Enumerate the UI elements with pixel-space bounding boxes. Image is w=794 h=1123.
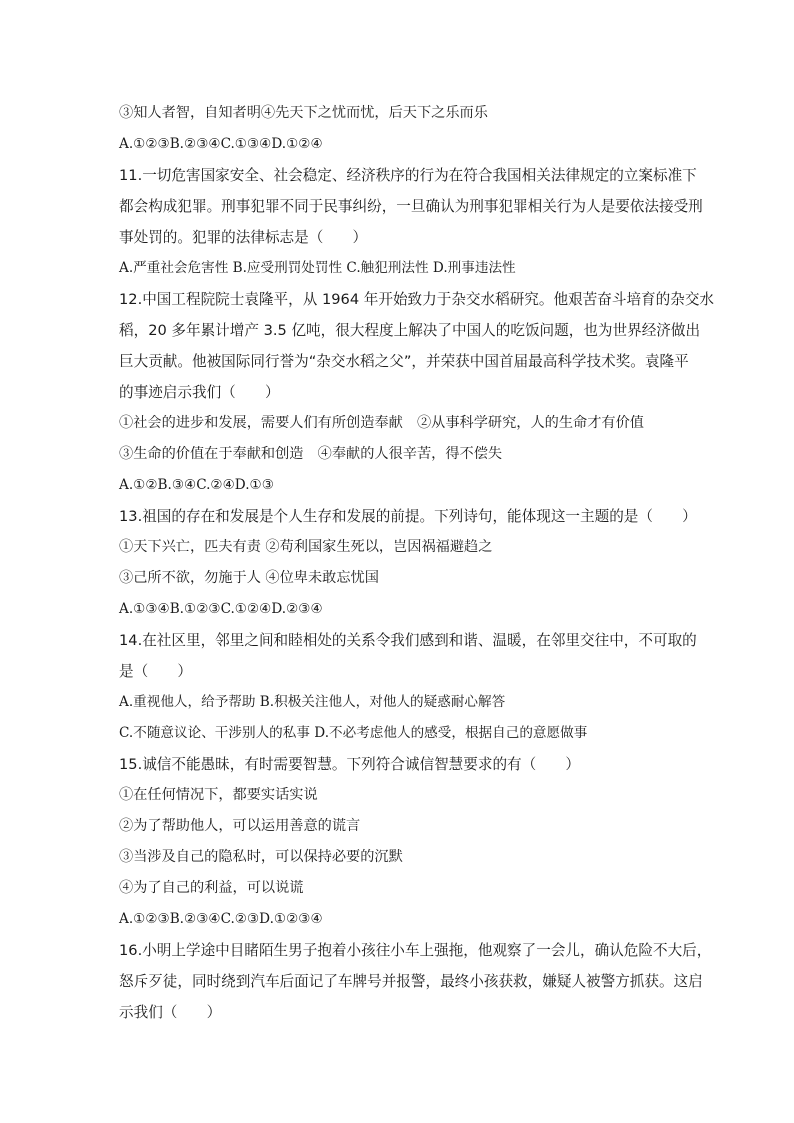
- question-14-text: 14.在社区里，邻里之间和睦相处的关系令我们感到和谐、温暖，在邻里交往中，不可取的: [119, 632, 697, 649]
- question-15-text: 15.诚信不能愚昧，有时需要智慧。下列符合诚信智慧要求的有（ ）: [119, 756, 581, 773]
- question-13-text: 13.祖国的存在和发展是个人生存和发展的前提。下列诗句，能体现这一主题的是（ ）: [119, 508, 697, 525]
- statement-line: ①在任何情况下，都要实话实说: [119, 787, 318, 803]
- statement-line: ④为了自己的利益，可以说谎: [119, 880, 304, 896]
- answer-options: A.①②B.③④C.②④D.①③: [119, 477, 274, 493]
- question-12-text: 12.中国工程院院士袁隆平，从 1964 年开始致力于杂交水稻研究。他艰苦奋斗培育的杂交水: [119, 291, 715, 308]
- statement-line: ①天下兴亡，匹夫有责 ②苟利国家生死以，岂因祸福避趋之: [119, 539, 493, 555]
- question-16-text: 怒斥歹徒，同时绕到汽车后面记了车牌号并报警，最终小孩获救，嫌疑人被警方抓获。这启: [119, 973, 703, 990]
- question-11-text: 11.一切危害国家安全、社会稳定、经济秩序的行为在符合我国相关法律规定的立案标准下: [119, 167, 697, 184]
- question-16-text: 16.小明上学途中目睹陌生男子抱着小孩往小车上强拖，他观察了一会儿，确认危险不大后，: [119, 942, 712, 959]
- document-page: [119, 98, 715, 1028]
- question-12-text: 巨大贡献。他被国际同行誉为“杂交水稻之父”，并荣获中国首届最高科学技术奖。袁隆平: [119, 353, 689, 370]
- answer-options: A.重视他人，给予帮助 B.积极关注他人，对他人的疑惑耐心解答: [119, 694, 506, 710]
- statement-line: ③知人者智，自知者明④先天下之忧而忧，后天下之乐而乐: [119, 105, 488, 121]
- question-12-text: 的事迹启示我们（ ）: [119, 384, 280, 401]
- statement-line: ③当涉及自己的隐私时，可以保持必要的沉默: [119, 849, 403, 865]
- answer-options: C.不随意议论、干涉别人的私事 D.不必考虑他人的感受，根据自己的意愿做事: [119, 725, 588, 741]
- statement-line: ①社会的进步和发展，需要人们有所创造奉献 ②从事科学研究，人的生命才有价值: [119, 415, 644, 431]
- answer-options: A.严重社会危害性 B.应受刑罚处罚性 C.触犯刑法性 D.刑事违法性: [119, 260, 516, 276]
- question-12-text: 稻，20 多年累计增产 3.5 亿吨，很大程度上解决了中国人的吃饭问题，也为世界经济做出: [119, 322, 701, 339]
- statement-line: ②为了帮助他人，可以运用善意的谎言: [119, 818, 361, 834]
- question-11-text: 事处罚的。犯罪的法律标志是（ ）: [119, 229, 368, 246]
- statement-line: ③生命的价值在于奉献和创造 ④奉献的人很辛苦，得不偿失: [119, 446, 503, 462]
- statement-line: ③己所不欲，勿施于人 ④位卑未敢忘忧国: [119, 570, 379, 586]
- answer-options: A.①②③B.②③④C.②③D.①②③④: [119, 911, 323, 927]
- answer-options: A.①②③B.②③④C.①③④D.①②④: [119, 136, 323, 152]
- question-16-text: 示我们（ ）: [119, 1004, 222, 1021]
- answer-options: A.①③④B.①②③C.①②④D.②③④: [119, 601, 323, 617]
- question-11-text: 都会构成犯罪。刑事犯罪不同于民事纠纷，一旦确认为刑事犯罪相关行为人是要依法接受刑: [119, 198, 703, 215]
- question-14-text: 是（ ）: [119, 663, 192, 680]
